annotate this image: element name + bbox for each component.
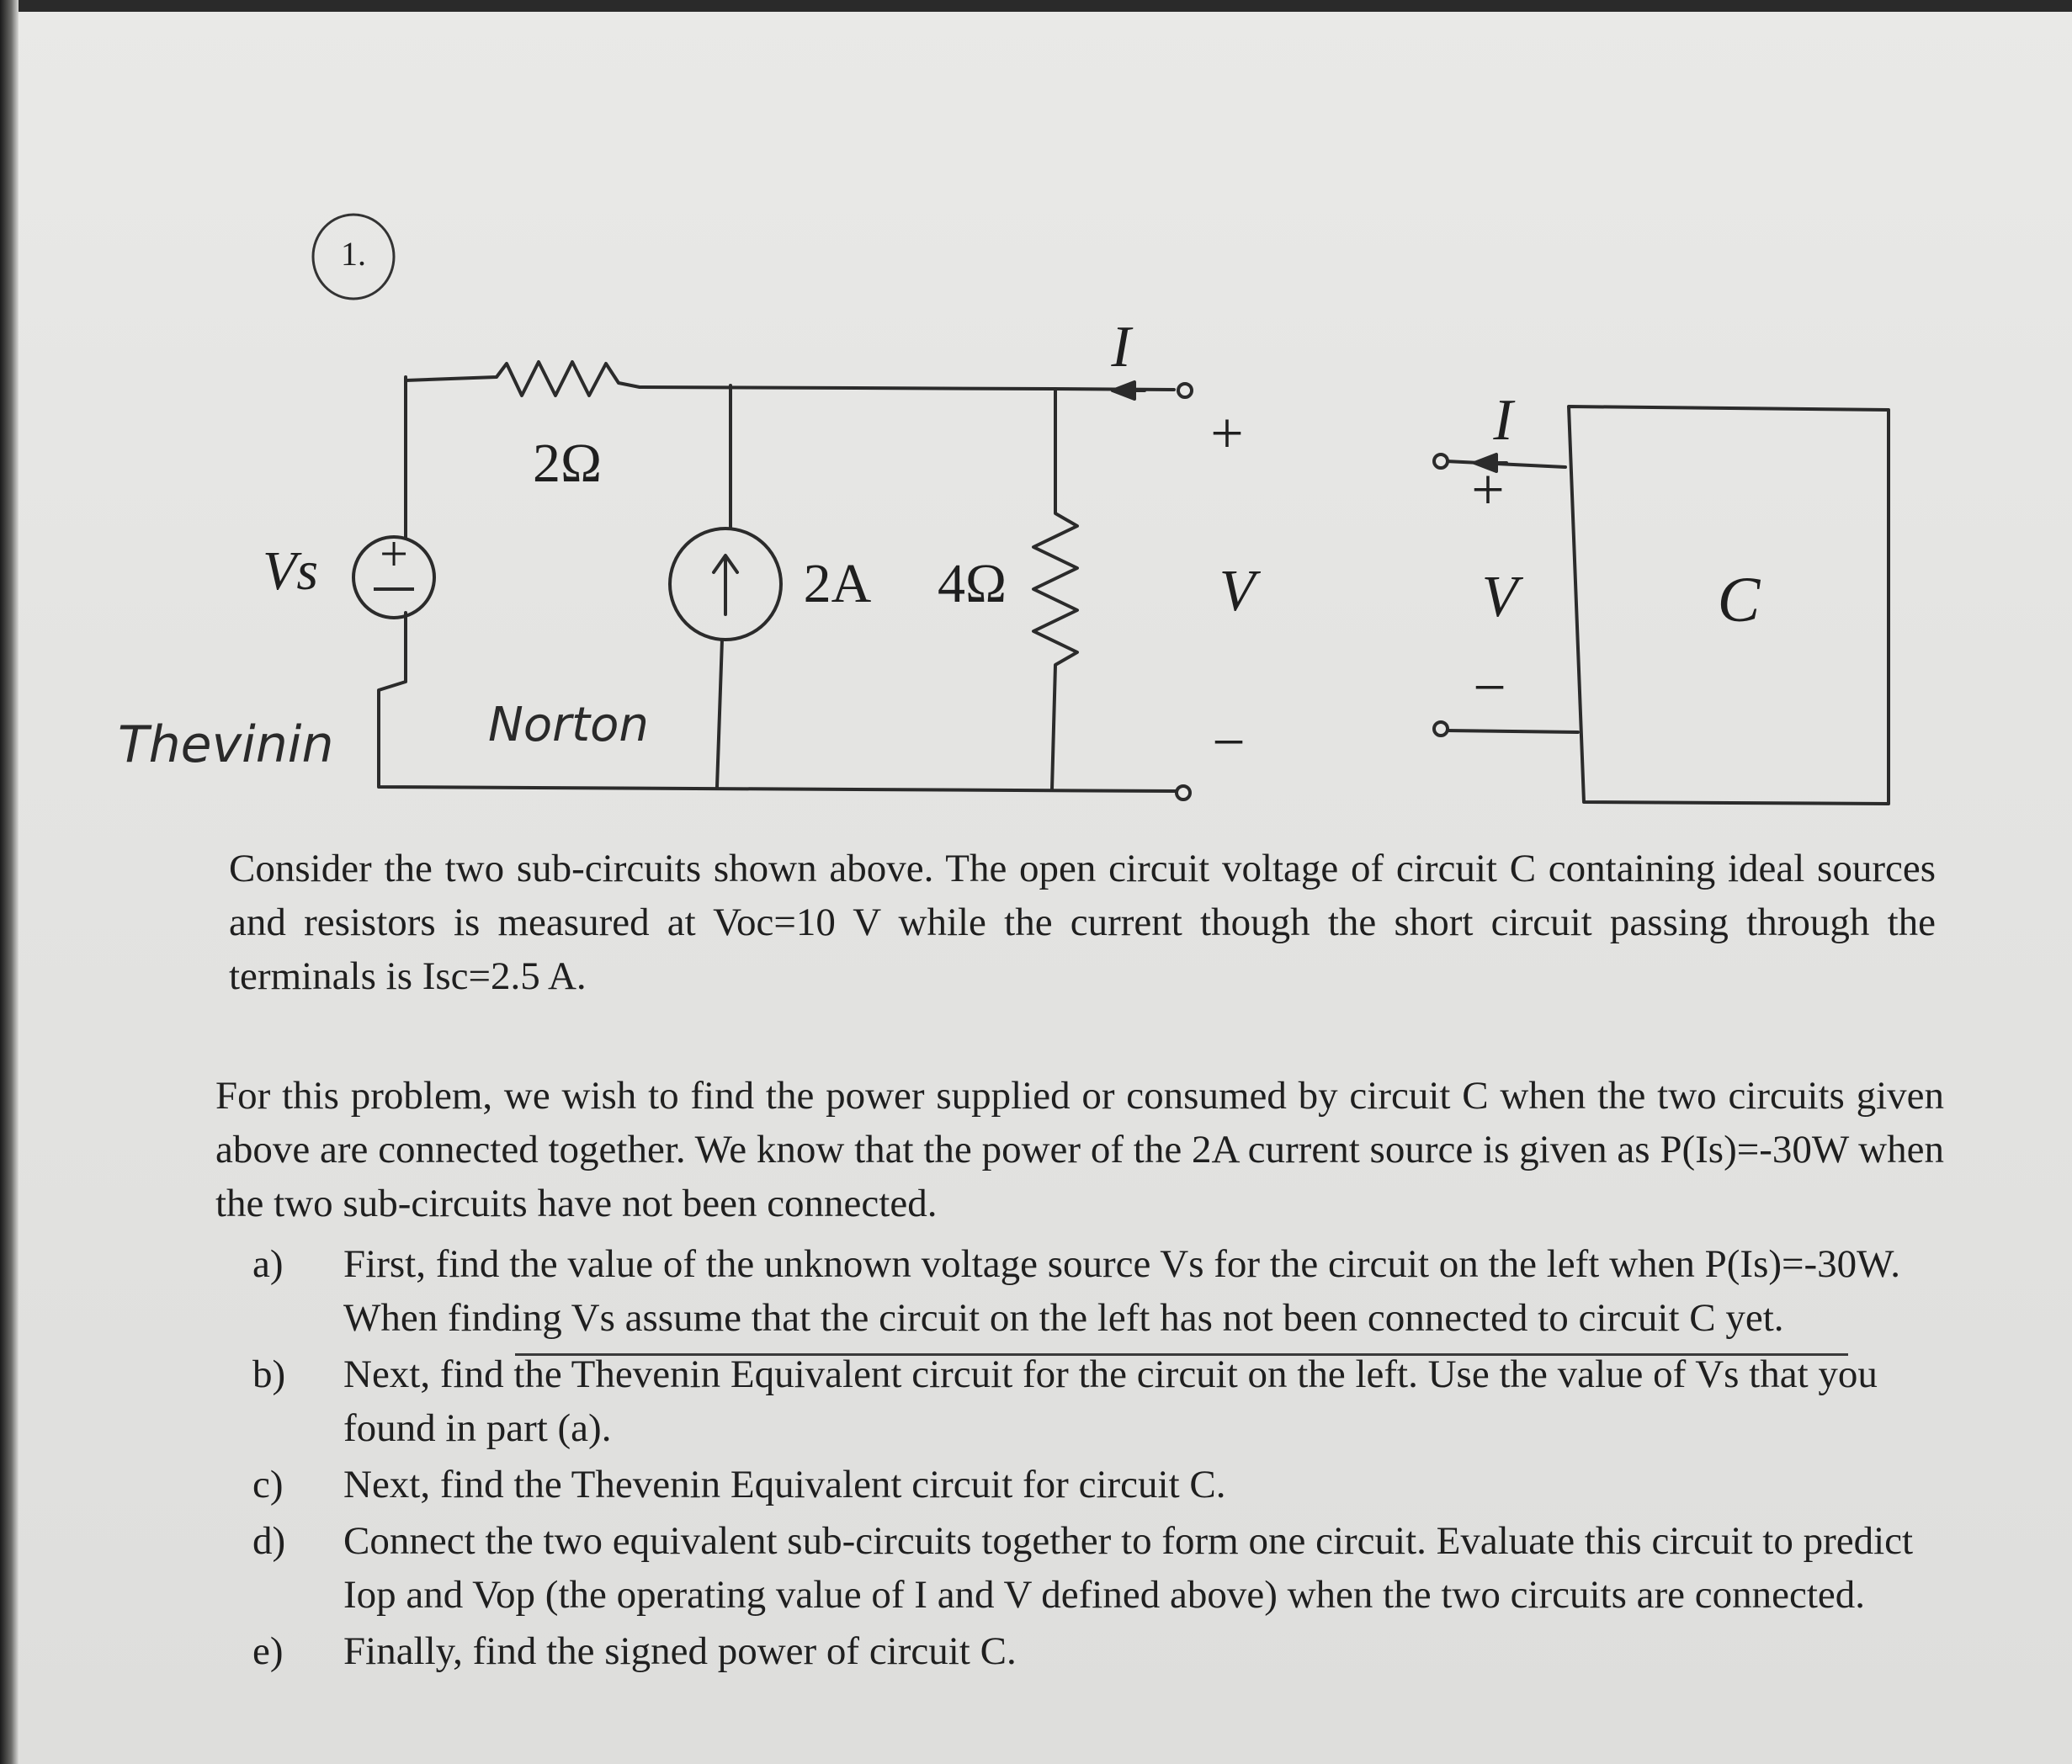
current-source-arrow: [714, 555, 737, 614]
current-arrowhead-left: [1113, 382, 1134, 399]
resistor-4ohm-label: 4Ω: [937, 553, 1007, 614]
terminal-bottom-left: [1177, 786, 1190, 800]
circuit-diagram: [0, 0, 2072, 842]
resistor-2ohm-label: 2Ω: [532, 433, 603, 494]
question-e: [252, 1624, 1961, 1678]
question-text: Finally, find the signed power of circuit C.: [343, 1629, 1017, 1673]
paragraph-task: For this problem, we wish to find the power supplied or consumed by circuit C when the two circuits given above are connected together. We know that the power of the 2A current source is given as P(Is)=-30W when the two sub-circuits have not been connected.: [215, 1074, 1944, 1225]
vs-plus-sign: +: [380, 526, 408, 582]
question-label: d): [252, 1519, 286, 1563]
paragraph-intro: Consider the two sub-circuits shown above. The open circuit voltage of circuit C containing ideal sources and resistors is measured at Voc=10 V while the current though the short circuit passing through the terminals is Isc=2.5 A.: [229, 847, 1936, 998]
handwritten-norton-note: Norton: [488, 698, 649, 752]
question-a: [252, 1237, 1961, 1345]
voltage-label-c: V: [1481, 565, 1518, 630]
question-label: a): [252, 1242, 284, 1286]
question-list: [252, 1237, 1961, 1681]
question-text: Connect the two equivalent sub-circuits together to form one circuit. Evaluate this circuit to predict Iop and Vop (the operating value of I and V defined above) when the two circuits are connected.: [343, 1519, 1914, 1617]
question-label: b): [252, 1352, 286, 1396]
current-label-left: I: [1111, 315, 1131, 380]
voltage-label-left: V: [1219, 559, 1256, 624]
terminal-c-top: [1434, 454, 1448, 468]
question-b: [252, 1347, 1961, 1455]
resistor-4ohm-branch: [1033, 389, 1077, 789]
problem-statement: [215, 1069, 1944, 1230]
handwritten-thevinin-note: Thevinin: [118, 715, 334, 774]
current-label-c: I: [1493, 388, 1513, 453]
wire-current-source-bottom: [717, 640, 722, 787]
wire-c-bottom: [1446, 731, 1578, 732]
circuit-c-label: C: [1717, 565, 1761, 635]
plus-label-c: +: [1471, 458, 1505, 523]
problem-description: [229, 842, 1936, 1003]
question-c: [252, 1458, 1961, 1512]
minus-label-c: −: [1473, 656, 1506, 720]
question-text: Next, find the Thevenin Equivalent circuit for the circuit on the left. Use the value of Vs that you found in part (a).: [343, 1352, 1878, 1450]
plus-label-left: +: [1210, 401, 1244, 466]
problem-number: 1.: [341, 235, 366, 273]
question-label: c): [252, 1463, 284, 1506]
question-text: First, find the value of the unknown voltage source Vs for the circuit on the left when P(Is)=-30W. When finding Vs assume that the circuit on the left has not been connected to circuit C yet.: [343, 1242, 1900, 1340]
current-source-value-label: 2A: [803, 553, 872, 614]
question-label: e): [252, 1629, 284, 1673]
minus-label-left: −: [1212, 710, 1246, 775]
question-text: Next, find the Thevenin Equivalent circuit for circuit C.: [343, 1463, 1226, 1506]
question-d: [252, 1514, 1961, 1622]
terminal-c-bottom: [1434, 722, 1448, 736]
vs-label: Vs: [263, 540, 318, 602]
wire-top-with-2ohm-resistor: [406, 362, 1174, 396]
terminal-top-left: [1178, 384, 1192, 397]
